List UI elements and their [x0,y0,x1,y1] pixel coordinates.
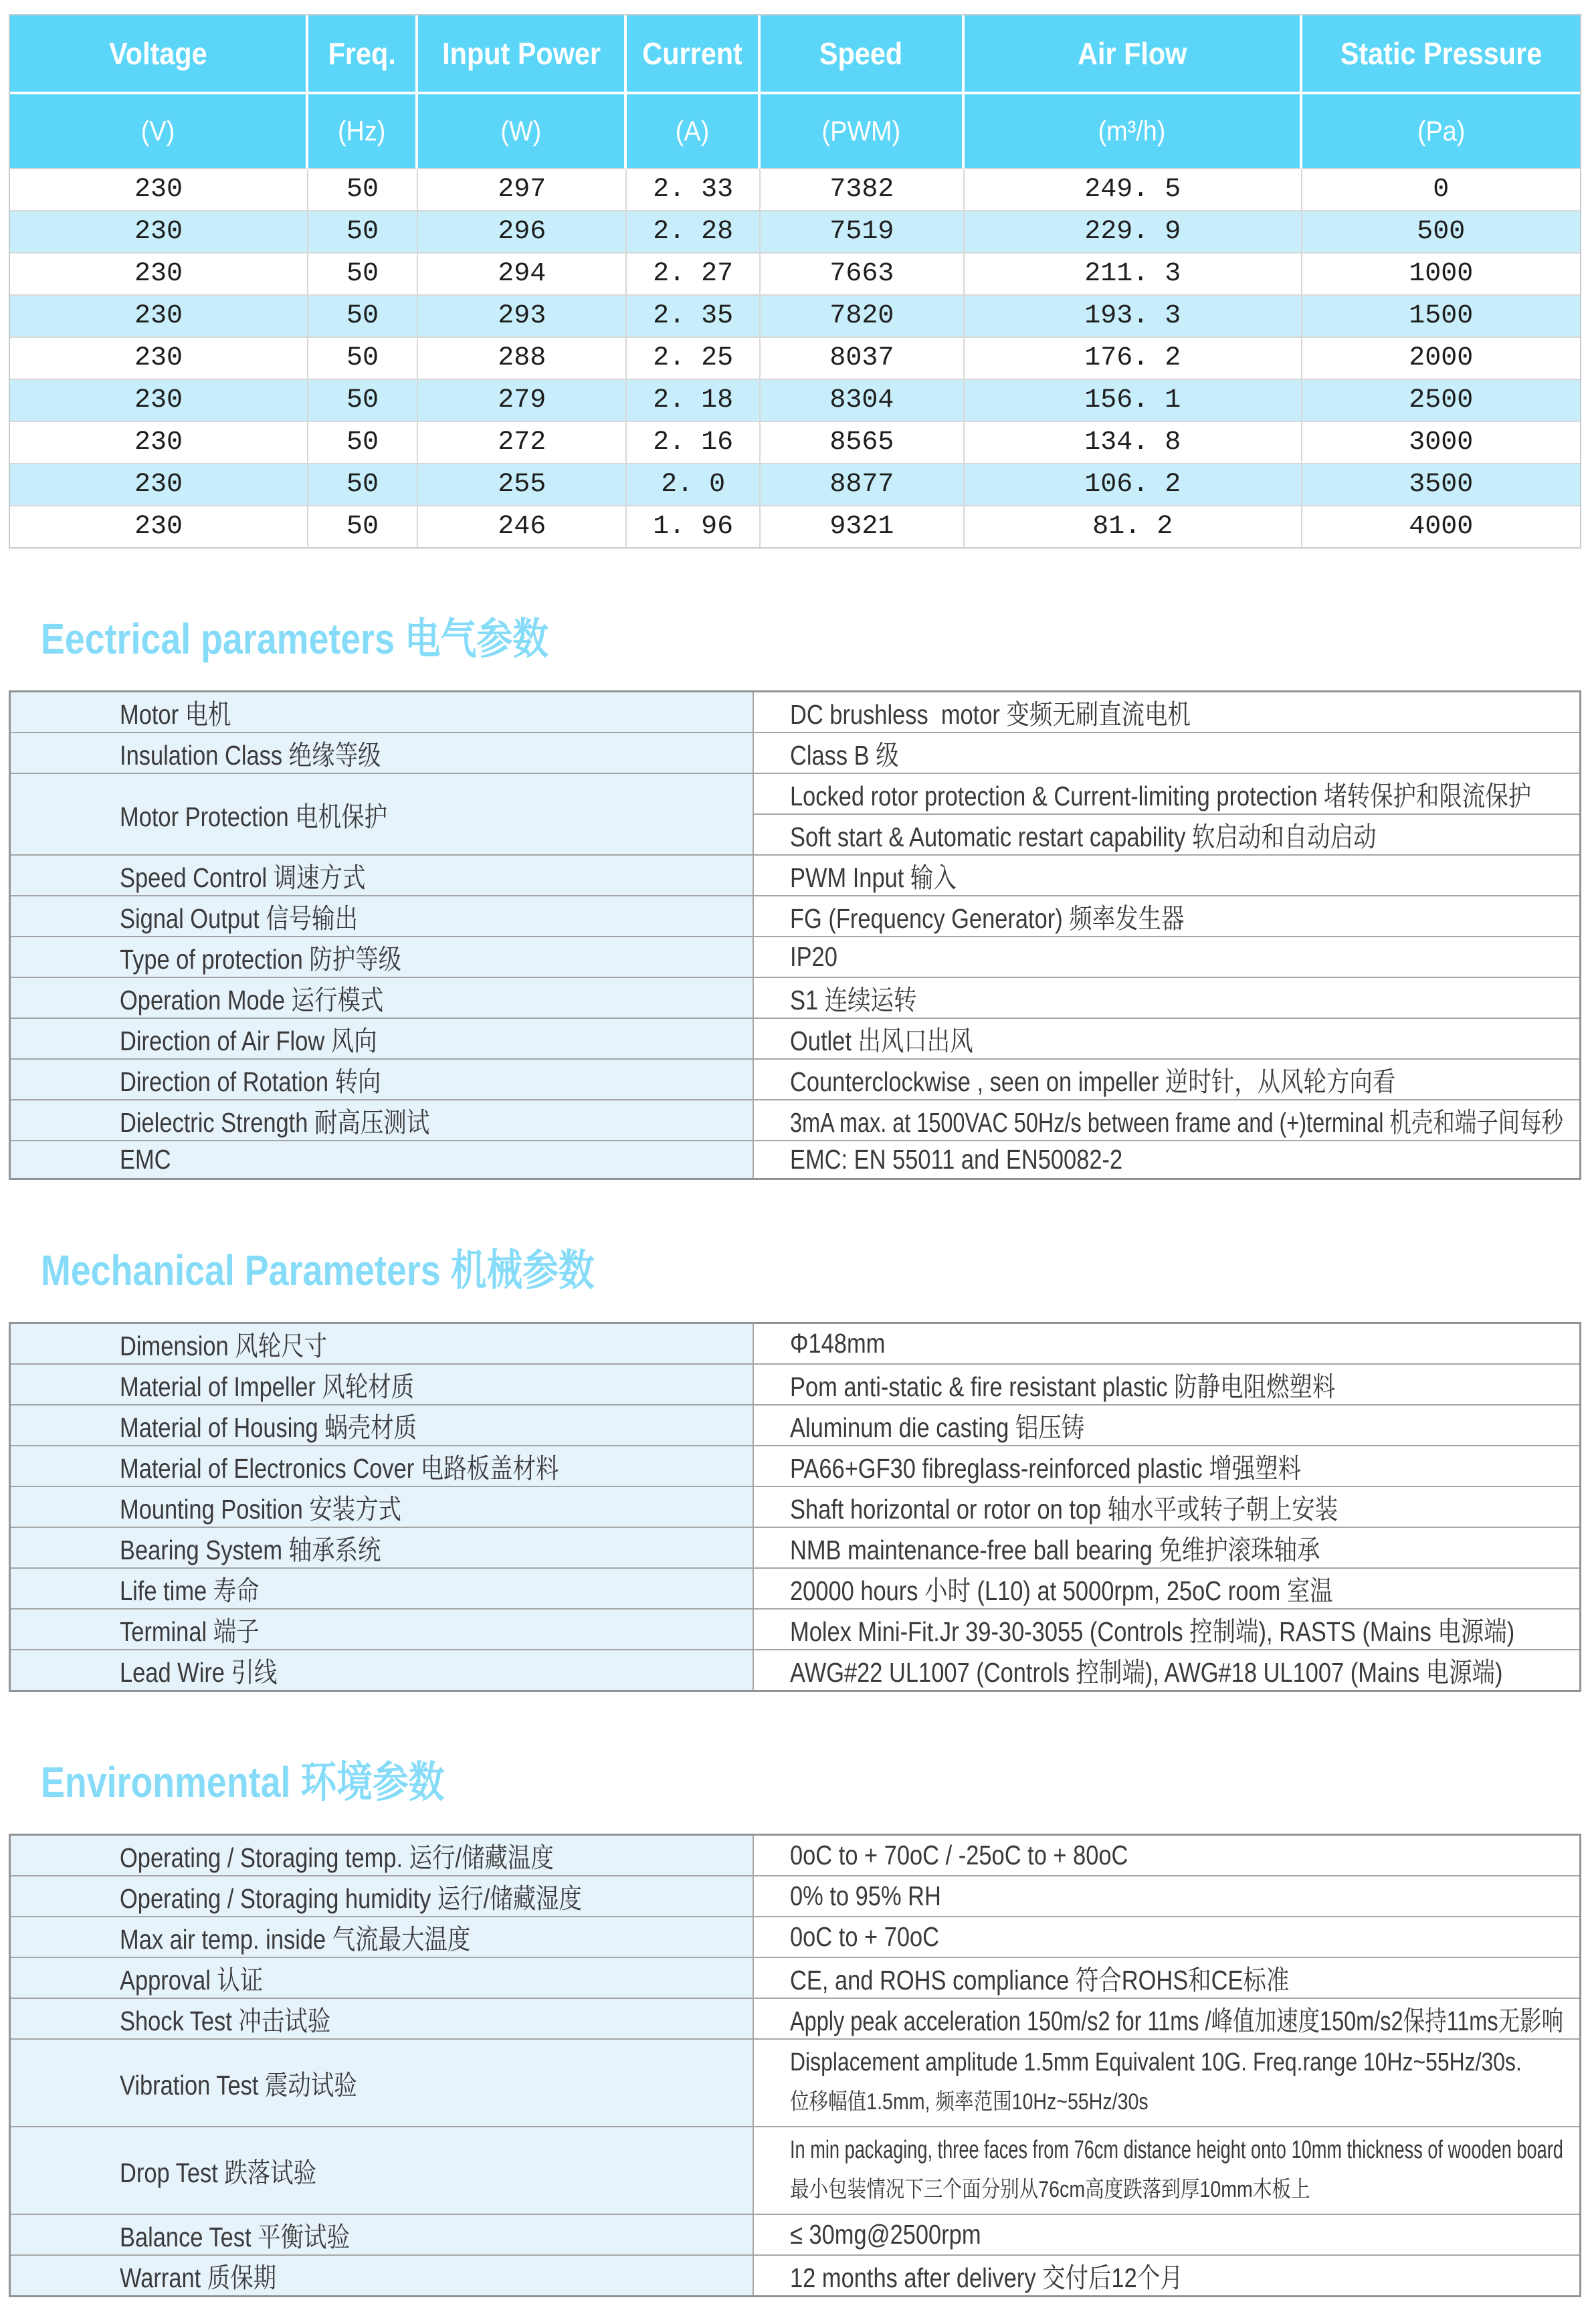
perf-cell: 8877 [761,464,965,506]
perf-cell: 500 [1302,211,1580,254]
perf-cell: 50 [308,464,418,506]
param-label [10,1100,754,1141]
perf-cell: 255 [418,464,627,506]
perf-column-unit [308,94,418,169]
perf-cell: 2. 16 [627,422,760,464]
param-row [10,1876,1581,1917]
perf-cell: 2. 0 [627,464,760,506]
perf-cell: 230 [10,422,308,464]
perf-column-header [965,15,1302,94]
param-row [10,1323,1581,1365]
param-value [753,1527,1580,1568]
perf-cell: 279 [418,380,627,422]
perf-data-row [10,422,1580,464]
text: Insulation Class 绝缘等级 [120,740,381,771]
perf-column-unit [965,94,1302,169]
text: Static Pressure [1340,36,1543,71]
param-value [753,1835,1580,1876]
param-label [10,733,754,773]
param-value [753,1650,1580,1691]
param-value [753,2039,1580,2127]
param-value [753,1609,1580,1650]
param-row [10,937,1581,977]
param-label [10,773,754,855]
perf-cell: 50 [308,338,418,380]
perf-data-row [10,254,1580,296]
param-label [10,977,754,1018]
text: Motor Protection 电机保护 [120,801,387,832]
param-label [10,2214,754,2255]
text: 最小包装情况下三个面分别从76cm高度跌落到厚10mm木板上 [790,2177,1310,2202]
text: (Hz) [338,115,386,147]
perf-cell: 0 [1302,169,1580,211]
param-label [10,1364,754,1405]
perf-cell: 156. 1 [965,380,1302,422]
perf-column-unit [761,94,965,169]
param-value [753,1486,1580,1527]
param-value [753,814,1580,855]
param-row [10,1405,1581,1446]
text: Lead Wire 引线 [120,1657,278,1688]
text: Locked rotor protection & Current-limiting protection 堵转保护和限流保护 [790,781,1532,811]
param-value [753,1018,1580,1059]
param-label [10,1486,754,1527]
text: PWM Input 输入 [790,862,957,893]
param-row [10,1917,1581,1957]
perf-cell: 2. 28 [627,211,760,254]
perf-column-header [1302,15,1580,94]
text: (V) [140,115,175,147]
param-row [10,1141,1581,1179]
param-label [10,1835,754,1876]
text: 0oC to + 70oC [790,1921,940,1952]
perf-column-unit [627,94,760,169]
perf-cell: 106. 2 [965,464,1302,506]
param-row [10,1568,1581,1609]
perf-cell: 1000 [1302,254,1580,296]
perf-column-unit [418,94,627,169]
param-value [753,2214,1580,2255]
text: Shock Test 冲击试验 [120,2006,331,2036]
text: Soft start & Automatic restart capability 软启动和自动启动 [790,821,1377,852]
param-value [753,773,1580,814]
perf-cell: 2500 [1302,380,1580,422]
perf-cell: 246 [418,506,627,547]
param-label [10,1018,754,1059]
perf-cell: 50 [308,380,418,422]
section-table [9,1322,1581,1692]
param-row [10,1100,1581,1141]
param-row [10,1998,1581,2039]
perf-cell: 9321 [761,506,965,547]
param-label [10,1527,754,1568]
text: Max air temp. inside 气流最大温度 [120,1924,471,1955]
text: Speed [819,36,903,71]
text: Class B 级 [790,740,899,771]
perf-cell: 229. 9 [965,211,1302,254]
perf-cell: 50 [308,169,418,211]
param-row [10,2214,1581,2255]
text: 位移幅值1.5mm, 频率范围10Hz~55Hz/30s [790,2089,1149,2115]
text: Mechanical Parameters 机械参数 [41,1246,595,1294]
text: Current [642,36,742,71]
param-row [10,692,1581,733]
perf-cell: 294 [418,254,627,296]
param-label [10,1998,754,2039]
text: Terminal 端子 [120,1616,260,1647]
param-label [10,1957,754,1998]
param-row [10,1486,1581,1527]
text: (m³/h) [1098,115,1166,147]
param-value [753,1141,1580,1179]
param-label [10,855,754,896]
param-label [10,896,754,937]
text: Bearing System 轴承系统 [120,1535,381,1565]
text: Mounting Position 安装方式 [120,1494,402,1525]
value-line [790,2171,1566,2204]
perf-cell: 50 [308,254,418,296]
param-row [10,1957,1581,1998]
text: Freq. [328,36,396,71]
perf-cell: 2. 27 [627,254,760,296]
text: Life time 寿命 [120,1575,260,1606]
text: Balance Test 平衡试验 [120,2222,350,2252]
perf-column-header [761,15,965,94]
param-row [10,1527,1581,1568]
text: 0% to 95% RH [790,1880,942,1911]
param-value [753,1323,1580,1365]
perf-column-unit [10,94,308,169]
text: 3mA max. at 1500VAC 50Hz/s between frame and (+)terminal 机壳和端子间每秒 [790,1107,1564,1138]
param-value [753,733,1580,773]
text: Shaft horizontal or rotor on top 轴水平或转子朝上安装 [790,1494,1338,1525]
param-value [753,2255,1580,2297]
perf-cell: 230 [10,211,308,254]
perf-column-header [627,15,760,94]
perf-column-unit [1302,94,1580,169]
text: EMC [120,1144,171,1175]
perf-cell: 296 [418,211,627,254]
section-title [41,1236,1581,1298]
param-label [10,1917,754,1957]
perf-cell: 50 [308,296,418,338]
param-row [10,977,1581,1018]
text: AWG#22 UL1007 (Controls 控制端), AWG#18 UL1007 (Mains 电源端) [790,1657,1503,1688]
value-line [790,2048,1566,2077]
param-value [753,1957,1580,1998]
perf-cell: 3000 [1302,422,1580,464]
section-title [41,605,1581,666]
perf-cell: 230 [10,296,308,338]
perf-cell: 8565 [761,422,965,464]
param-row [10,1835,1581,1876]
text: ≤ 30mg@2500rpm [790,2219,981,2250]
param-row [10,1446,1581,1486]
param-label [10,1141,754,1179]
param-value [753,1405,1580,1446]
perf-data-row [10,464,1580,506]
param-value [753,2127,1580,2214]
perf-cell: 176. 2 [965,338,1302,380]
value-line [790,2136,1566,2165]
param-row [10,1059,1581,1100]
perf-column-header [10,15,308,94]
text: (Pa) [1417,115,1465,147]
text: S1 连续运转 [790,985,917,1015]
perf-cell: 2000 [1302,338,1580,380]
param-row [10,2127,1581,2214]
param-label [10,1609,754,1650]
param-value [753,1364,1580,1405]
text: Material of Housing 蜗壳材质 [120,1412,417,1443]
param-value [753,1876,1580,1917]
perf-data-row [10,380,1580,422]
param-value [753,1059,1580,1100]
text: Air Flow [1077,36,1187,71]
param-row [10,896,1581,937]
text: (A) [675,115,710,147]
text: Dimension 风轮尺寸 [120,1331,328,1361]
text: 20000 hours 小时 (L10) at 5000rpm, 25oC room 室温 [790,1575,1333,1606]
text: IP20 [790,941,838,972]
text: CE, and ROHS compliance 符合ROHS和CE标准 [790,1965,1290,1996]
text: Outlet 出风口出风 [790,1026,973,1056]
perf-cell: 288 [418,338,627,380]
perf-cell: 249. 5 [965,169,1302,211]
text: Environmental 环境参数 [41,1758,445,1806]
perf-cell: 8304 [761,380,965,422]
param-value [753,692,1580,733]
perf-header-row [10,15,1580,94]
perf-cell: 3500 [1302,464,1580,506]
text: Vibration Test 震动试验 [120,2070,357,2101]
perf-cell: 50 [308,422,418,464]
text: PA66+GF30 fibreglass-reinforced plastic 增强塑料 [790,1453,1302,1484]
param-label [10,2127,754,2214]
text: Dielectric Strength 耐高压测试 [120,1107,430,1138]
text: Operating / Storaging temp. 运行/储藏温度 [120,1842,554,1873]
text: 0oC to + 70oC / -25oC to + 80oC [790,1840,1128,1870]
text: Operating / Storaging humidity 运行/储藏湿度 [120,1883,582,1914]
param-label [10,692,754,733]
text: Material of Electronics Cover 电路板盖材料 [120,1453,559,1484]
perf-cell: 230 [10,169,308,211]
perf-cell: 297 [418,169,627,211]
text: NMB maintenance-free ball bearing 免维护滚珠轴承 [790,1535,1320,1565]
text: Counterclockwise , seen on impeller 逆时针，从风轮方向看 [790,1066,1396,1097]
perf-data-row [10,506,1580,547]
perf-data-row [10,338,1580,380]
param-value [753,977,1580,1018]
text: Apply peak acceleration 150m/s2 for 11ms /峰值加速度150m/s2保持11ms无影响 [790,2006,1564,2036]
param-row [10,1364,1581,1405]
perf-cell: 230 [10,506,308,547]
text: Motor 电机 [120,699,231,730]
param-label [10,2039,754,2127]
perf-units-row [10,94,1580,169]
perf-cell: 7820 [761,296,965,338]
perf-cell: 81. 2 [965,506,1302,547]
perf-cell: 230 [10,380,308,422]
perf-data-row [10,211,1580,254]
param-row [10,1650,1581,1691]
param-row [10,2255,1581,2297]
section-title [41,1748,1581,1810]
text: Approval 认证 [120,1965,264,1996]
text: Pom anti-static & fire resistant plastic 防静电阻燃塑料 [790,1371,1336,1402]
perf-cell: 7663 [761,254,965,296]
param-row [10,855,1581,896]
param-label [10,1650,754,1691]
perf-cell: 2. 33 [627,169,760,211]
perf-cell: 4000 [1302,506,1580,547]
perf-column-header [418,15,627,94]
param-value [753,1446,1580,1486]
performance-table [9,14,1581,549]
perf-cell: 293 [418,296,627,338]
text: (PWM) [821,115,901,147]
text: Voltage [108,36,207,71]
perf-cell: 1500 [1302,296,1580,338]
perf-cell: 8037 [761,338,965,380]
text: Warrant 质保期 [120,2262,277,2293]
param-label [10,937,754,977]
text: Drop Test 跌落试验 [120,2157,317,2188]
text: Speed Control 调速方式 [120,862,366,893]
perf-cell: 2. 25 [627,338,760,380]
param-value [753,1998,1580,2039]
param-label [10,2255,754,2297]
text: Molex Mini-Fit.Jr 39-30-3055 (Controls 控制端), RASTS (Mains 电源端) [790,1616,1515,1647]
perf-cell: 134. 8 [965,422,1302,464]
perf-cell: 230 [10,464,308,506]
perf-column-header [308,15,418,94]
param-row [10,1609,1581,1650]
perf-cell: 7519 [761,211,965,254]
perf-cell: 50 [308,506,418,547]
text: Signal Output 信号输出 [120,903,359,934]
sections-container [9,605,1581,2297]
section-table [9,690,1581,1180]
text: Aluminum die casting 铝压铸 [790,1412,1085,1443]
perf-cell: 193. 3 [965,296,1302,338]
text: Input Power [441,36,601,71]
param-value [753,1100,1580,1141]
perf-cell: 211. 3 [965,254,1302,296]
param-label [10,1876,754,1917]
text: Direction of Rotation 转向 [120,1066,381,1097]
text: Displacement amplitude 1.5mm Equivalent 10G. Freq.range 10Hz~55Hz/30s. [790,2048,1522,2076]
perf-cell: 272 [418,422,627,464]
perf-cell: 7382 [761,169,965,211]
param-value [753,1917,1580,1957]
param-label [10,1405,754,1446]
text: Operation Mode 运行模式 [120,985,384,1015]
param-value [753,855,1580,896]
section-table [9,1834,1581,2297]
param-row [10,733,1581,773]
perf-data-row [10,296,1580,338]
param-value [753,1568,1580,1609]
perf-data-row [10,169,1580,211]
text: Direction of Air Flow 风向 [120,1026,377,1056]
param-label [10,1446,754,1486]
perf-cell: 50 [308,211,418,254]
text: FG (Frequency Generator) 频率发生器 [790,903,1185,934]
param-row [10,1018,1581,1059]
perf-cell: 230 [10,254,308,296]
text: DC brushless motor 变频无刷直流电机 [790,699,1191,730]
text: Eectrical parameters 电气参数 [41,615,549,663]
param-label [10,1323,754,1365]
param-value [753,937,1580,977]
text: Φ148mm [790,1328,886,1359]
param-row [10,773,1581,814]
text: 12 months after delivery 交付后12个月 [790,2262,1183,2293]
text: In min packaging, three faces from 76cm distance height onto 10mm thickness of wooden board [790,2136,1564,2164]
text: EMC: EN 55011 and EN50082-2 [790,1144,1123,1175]
text: (W) [500,115,542,147]
perf-cell: 230 [10,338,308,380]
perf-cell: 1. 96 [627,506,760,547]
value-line [790,2083,1566,2116]
perf-cell: 2. 18 [627,380,760,422]
perf-cell: 2. 35 [627,296,760,338]
param-row [10,2039,1581,2127]
text: Type of protection 防护等级 [120,944,402,975]
param-label [10,1059,754,1100]
text: Material of Impeller 风轮材质 [120,1371,415,1402]
param-label [10,1568,754,1609]
param-value [753,896,1580,937]
